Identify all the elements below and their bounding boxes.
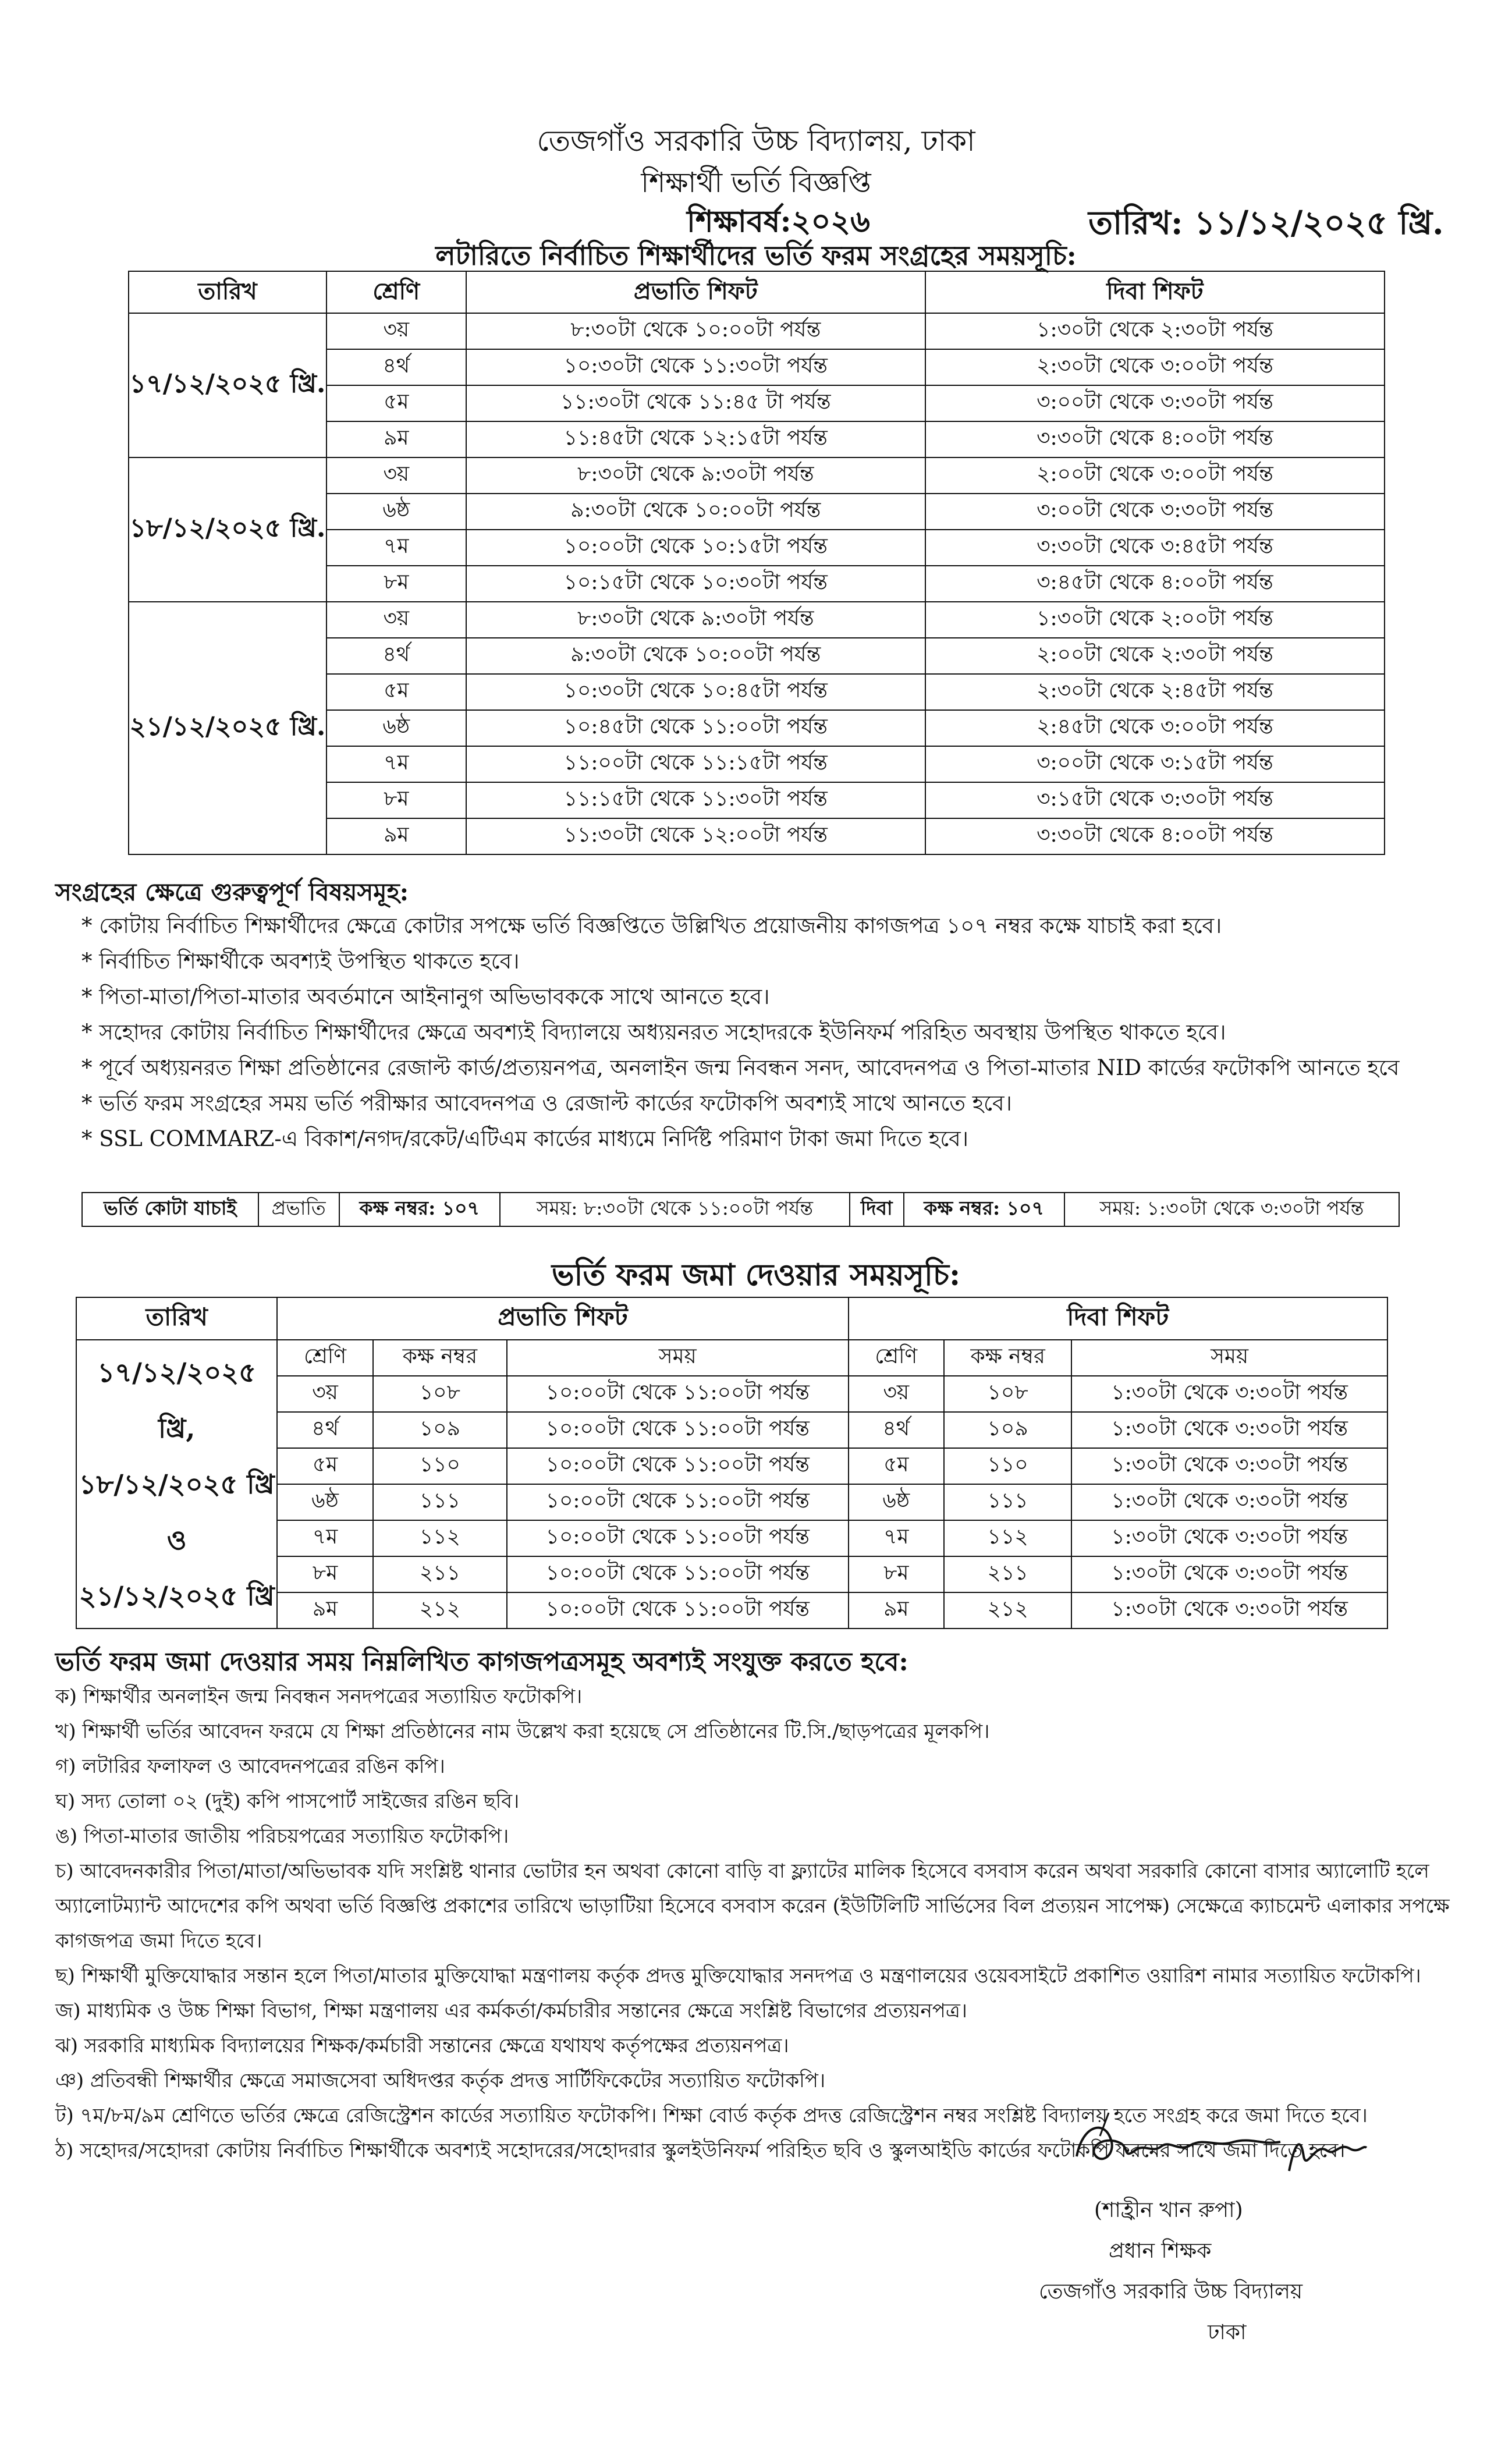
room-cell: ১১২ <box>944 1520 1071 1556</box>
class-cell: ৮ম <box>326 782 466 818</box>
required-documents-list <box>55 1679 1464 2168</box>
list-item: * সহোদর কোটায় নির্বাচিত শিক্ষার্থীদের ক্ষেত্রে অবশ্যই বিদ্যালয়ে অধ্যয়নরত সহোদরকে ইউনিফর্ম পরিহিত অবস্থায় উপস্থিত থাকতে হবে। <box>81 1014 1449 1050</box>
class-cell: ৯ম <box>326 818 466 854</box>
day-time-cell: ৩:০০টা থেকে ৩:৩০টা পর্যন্ত <box>925 385 1385 421</box>
list-item: গ) লটারির ফলাফল ও আবেদনপত্রের রঙিন কপি। <box>55 1755 445 1778</box>
morning-time-cell: ১১:১৫টা থেকে ১১:৩০টা পর্যন্ত <box>466 782 925 818</box>
morning-time-cell: ১০:৪৫টা থেকে ১১:০০টা পর্যন্ত <box>466 710 925 746</box>
table-row <box>129 313 1385 349</box>
quota-morning-time: সময়: ৮:৩০টা থেকে ১১:০০টা পর্যন্ত <box>500 1193 850 1226</box>
room-cell: ২১২ <box>373 1592 507 1629</box>
room-cell: ১১০ <box>373 1448 507 1484</box>
morning-time-cell: ১১:৩০টা থেকে ১২:০০টা পর্যন্ত <box>466 818 925 854</box>
time-cell: ১০:০০টা থেকে ১১:০০টা পর্যন্ত <box>507 1412 849 1448</box>
list-item: ঘ) সদ্য তোলা ০২ (দুই) কপি পাসপোর্ট সাইজের রঙিন ছবি। <box>55 1790 520 1813</box>
list-item: ঞ) প্রতিবন্ধী শিক্ষার্থীর ক্ষেত্রে সমাজসেবা অধিদপ্তর কর্তৃক প্রদত্ত সার্টিফিকেটের সত্যায়িত ফটোকপি। <box>55 2069 826 2092</box>
submission-schedule-table <box>76 1297 1388 1629</box>
list-item: ঝ) সরকারি মাধ্যমিক বিদ্যালয়ের শিক্ষক/কর্মচারী সন্তানের ক্ষেত্রে যথাযথ কর্তৃপক্ষের প্রত্যয়নপত্র। <box>55 2034 789 2057</box>
table-subheader-row <box>76 1340 1387 1376</box>
important-notes-title: সংগ্রহের ক্ষেত্রে গুরুত্বপূর্ণ বিষয়সমূহ: <box>55 878 409 906</box>
list-item: খ) শিক্ষার্থী ভর্তির আবেদন ফরমে যে শিক্ষা প্রতিষ্ঠানের নাম উল্লেখ করা হয়েছে সে প্রতিষ্ঠানের টি.সি./ছাড়পত্রের মূলকপি। <box>55 1720 990 1743</box>
class-cell: ৩য় <box>326 602 466 638</box>
time-cell: ১:৩০টা থেকে ৩:৩০টা পর্যন্ত <box>1071 1412 1387 1448</box>
class-cell: ৮ম <box>277 1556 372 1592</box>
signatory-city: ঢাকা <box>1208 2321 1247 2344</box>
day-time-cell: ৩:৩০টা থেকে ৪:০০টা পর্যন্ত <box>925 421 1385 457</box>
column-header: তারিখ <box>129 271 326 313</box>
time-cell: ১:৩০টা থেকে ৩:৩০টা পর্যন্ত <box>1071 1484 1387 1520</box>
class-cell: ৬ষ্ঠ <box>326 710 466 746</box>
day-time-cell: ১:৩০টা থেকে ২:০০টা পর্যন্ত <box>925 602 1385 638</box>
signatory-role: প্রধান শিক্ষক <box>1109 2239 1212 2263</box>
class-cell: ৮ম <box>326 566 466 602</box>
day-time-cell: ৩:৩০টা থেকে ৪:০০টা পর্যন্ত <box>925 818 1385 854</box>
required-documents-title: ভর্তি ফরম জমা দেওয়ার সময় নিম্নলিখিত কাগজপত্রসমূহ অবশ্যই সংযুক্ত করতে হবে: <box>55 1647 908 1677</box>
time-cell: ১:৩০টা থেকে ৩:৩০টা পর্যন্ত <box>1071 1448 1387 1484</box>
important-notes-list <box>81 908 1449 1156</box>
morning-time-cell: ৮:৩০টা থেকে ১০:০০টা পর্যন্ত <box>466 313 925 349</box>
day-time-cell: ২:৩০টা থেকে ২:৪৫টা পর্যন্ত <box>925 674 1385 710</box>
class-cell: ৪র্থ <box>277 1412 372 1448</box>
class-cell: ৮ম <box>849 1556 944 1592</box>
class-cell: ৩য় <box>326 457 466 494</box>
date-line: ২১/১২/২০২৫ খ্রি <box>79 1580 275 1612</box>
class-cell: ৩য় <box>849 1376 944 1412</box>
column-header: প্রভাতি শিফট <box>277 1297 848 1340</box>
handwritten-signature <box>1065 2101 1368 2183</box>
morning-time-cell: ১০:০০টা থেকে ১০:১৫টা পর্যন্ত <box>466 530 925 566</box>
column-header: কক্ষ নম্বর <box>944 1340 1071 1376</box>
date-cell: ১৮/১২/২০২৫ খ্রি. <box>129 457 326 602</box>
date-cell: ২১/১২/২০২৫ খ্রি. <box>129 602 326 854</box>
morning-time-cell: ১০:৩০টা থেকে ১১:৩০টা পর্যন্ত <box>466 349 925 385</box>
class-cell: ৬ষ্ঠ <box>849 1484 944 1520</box>
column-header: কক্ষ নম্বর <box>373 1340 507 1376</box>
column-header: সময় <box>507 1340 849 1376</box>
class-cell: ৯ম <box>277 1592 372 1629</box>
signatory-school: তেজগাঁও সরকারি উচ্চ বিদ্যালয় <box>1039 2280 1303 2304</box>
class-cell: ৪র্থ <box>326 638 466 674</box>
column-header: দিবা শিফট <box>925 271 1385 313</box>
room-cell: ১০৯ <box>373 1412 507 1448</box>
morning-time-cell: ১১:৪৫টা থেকে ১২:১৫টা পর্যন্ত <box>466 421 925 457</box>
list-item: * পিতা-মাতা/পিতা-মাতার অবর্তমানে আইনানুগ অভিভাবককে সাথে আনতে হবে। <box>81 979 1449 1014</box>
list-item: ক) শিক্ষার্থীর অনলাইন জন্ম নিবন্ধন সনদপত্রের সত্যায়িত ফটোকপি। <box>55 1685 583 1708</box>
signatory-name: (শাহ্রীন খান রুপা) <box>1094 2198 1243 2222</box>
day-time-cell: ২:০০টা থেকে ২:৩০টা পর্যন্ত <box>925 638 1385 674</box>
class-cell: ৩য় <box>326 313 466 349</box>
morning-time-cell: ৯:৩০টা থেকে ১০:০০টা পর্যন্ত <box>466 494 925 530</box>
day-time-cell: ৩:৩০টা থেকে ৩:৪৫টা পর্যন্ত <box>925 530 1385 566</box>
date-cell <box>76 1340 277 1629</box>
collection-schedule-heading: লটারিতে নির্বাচিত শিক্ষার্থীদের ভর্তি ফরম সংগ্রহের সময়সূচি: <box>435 240 1077 271</box>
morning-time-cell: ৮:৩০টা থেকে ৯:৩০টা পর্যন্ত <box>466 457 925 494</box>
time-cell: ১:৩০টা থেকে ৩:৩০টা পর্যন্ত <box>1071 1520 1387 1556</box>
list-item: ছ) শিক্ষার্থী মুক্তিযোদ্ধার সন্তান হলে পিতা/মাতার মুক্তিযোদ্ধা মন্ত্রণালয় কর্তৃক প্রদত্ত মুক্তিযোদ্ধার সনদপত্র ও মন্ত্রণালয়ের ওয়েবসাইটে প্রকাশিত ওয়ারিশ নামার সত্যায়িত ফটোকপি। <box>55 1964 1421 1988</box>
column-header: শ্রেণি <box>277 1340 372 1376</box>
day-time-cell: ৩:০০টা থেকে ৩:১৫টা পর্যন্ত <box>925 746 1385 782</box>
class-cell: ৭ম <box>326 530 466 566</box>
table-row <box>129 457 1385 494</box>
class-cell: ৪র্থ <box>849 1412 944 1448</box>
room-cell: ১০৮ <box>944 1376 1071 1412</box>
day-time-cell: ৩:০০টা থেকে ৩:৩০টা পর্যন্ত <box>925 494 1385 530</box>
day-time-cell: ২:৪৫টা থেকে ৩:০০টা পর্যন্ত <box>925 710 1385 746</box>
time-cell: ১০:০০টা থেকে ১১:০০টা পর্যন্ত <box>507 1592 849 1629</box>
column-header: সময় <box>1071 1340 1387 1376</box>
time-cell: ১০:০০টা থেকে ১১:০০টা পর্যন্ত <box>507 1556 849 1592</box>
class-cell: ৪র্থ <box>326 349 466 385</box>
quota-verification-table <box>81 1192 1400 1227</box>
column-header: শ্রেণি <box>849 1340 944 1376</box>
room-cell: ২১১ <box>944 1556 1071 1592</box>
submission-schedule-heading: ভর্তি ফরম জমা দেওয়ার সময়সূচি: <box>551 1257 961 1293</box>
column-header: শ্রেণি <box>326 271 466 313</box>
time-cell: ১:৩০টা থেকে ৩:৩০টা পর্যন্ত <box>1071 1376 1387 1412</box>
room-cell: ১১১ <box>373 1484 507 1520</box>
quota-day-time: সময়: ১:৩০টা থেকে ৩:৩০টা পর্যন্ত <box>1064 1193 1399 1226</box>
class-cell: ৯ম <box>326 421 466 457</box>
issue-date: তারিখ: ১১/১২/২০২৫ খ্রি. <box>1088 204 1444 242</box>
column-header: তারিখ <box>76 1297 277 1340</box>
session-year: শিক্ষাবর্ষ:২০২৬ <box>687 204 870 239</box>
time-cell: ১:৩০টা থেকে ৩:৩০টা পর্যন্ত <box>1071 1592 1387 1629</box>
quota-morning-shift: প্রভাতি <box>258 1193 339 1226</box>
class-cell: ৫ম <box>326 385 466 421</box>
room-cell: ১০৮ <box>373 1376 507 1412</box>
table-row <box>82 1193 1399 1226</box>
class-cell: ৭ম <box>849 1520 944 1556</box>
school-name: তেজগাঁও সরকারি উচ্চ বিদ্যালয়, ঢাকা <box>537 124 975 158</box>
class-cell: ৫ম <box>849 1448 944 1484</box>
morning-time-cell: ১১:৩০টা থেকে ১১:৪৫ টা পর্যন্ত <box>466 385 925 421</box>
room-cell: ২১২ <box>944 1592 1071 1629</box>
class-cell: ৭ম <box>277 1520 372 1556</box>
room-cell: ১০৯ <box>944 1412 1071 1448</box>
table-header-row <box>76 1297 1387 1340</box>
column-header: দিবা শিফট <box>849 1297 1387 1340</box>
collection-schedule-table <box>128 271 1385 855</box>
notice-title: শিক্ষার্থী ভর্তি বিজ্ঞপ্তি <box>641 166 871 199</box>
list-item: * পূর্বে অধ্যয়নরত শিক্ষা প্রতিষ্ঠানের রেজাল্ট কার্ড/প্রত্যয়নপত্র, অনলাইন জন্ম নিবন্ধন সনদ, আবেদনপত্র ও পিতা-মাতার NID কার্ডের ফটোকপি আনতে হবে <box>81 1050 1449 1085</box>
room-cell: ২১১ <box>373 1556 507 1592</box>
room-cell: ১১২ <box>373 1520 507 1556</box>
date-cell: ১৭/১২/২০২৫ খ্রি. <box>129 313 326 457</box>
class-cell: ৭ম <box>326 746 466 782</box>
date-line: ও <box>166 1524 187 1556</box>
morning-time-cell: ১০:১৫টা থেকে ১০:৩০টা পর্যন্ত <box>466 566 925 602</box>
morning-time-cell: ১১:০০টা থেকে ১১:১৫টা পর্যন্ত <box>466 746 925 782</box>
column-header: প্রভাতি শিফট <box>466 271 925 313</box>
day-time-cell: ২:৩০টা থেকে ৩:০০টা পর্যন্ত <box>925 349 1385 385</box>
morning-time-cell: ১০:৩০টা থেকে ১০:৪৫টা পর্যন্ত <box>466 674 925 710</box>
time-cell: ১:৩০টা থেকে ৩:৩০টা পর্যন্ত <box>1071 1556 1387 1592</box>
quota-day-room: কক্ষ নম্বর: ১০৭ <box>904 1193 1064 1226</box>
list-item: * কোটায় নির্বাচিত শিক্ষার্থীদের ক্ষেত্রে কোটার সপক্ষে ভর্তি বিজ্ঞপ্তিতে উল্লিখিত প্রয়োজনীয় কাগজপত্র ১০৭ নম্বর কক্ষে যাচাই করা হবে। <box>81 908 1449 943</box>
room-cell: ১১০ <box>944 1448 1071 1484</box>
list-item: ট) ৭ম/৮ম/৯ম শ্রেণিতে ভর্তির ক্ষেত্রে রেজিস্ট্রেশন কার্ডের সত্যায়িত ফটোকপি। শিক্ষা বোর্ড কর্তৃক প্রদত্ত রেজিস্ট্রেশন নম্বর সংশ্লিষ্ট বিদ্যালয় হতে সংগ্রহ করে জমা দিতে হবে। <box>55 2104 1368 2127</box>
quota-morning-room: কক্ষ নম্বর: ১০৭ <box>339 1193 500 1226</box>
list-item: * ভর্তি ফরম সংগ্রহের সময় ভর্তি পরীক্ষার আবেদনপত্র ও রেজাল্ট কার্ডের ফটোকপি অবশ্যই সাথে আনতে হবে। <box>81 1085 1449 1121</box>
class-cell: ৯ম <box>849 1592 944 1629</box>
day-time-cell: ৩:১৫টা থেকে ৩:৩০টা পর্যন্ত <box>925 782 1385 818</box>
class-cell: ৬ষ্ঠ <box>326 494 466 530</box>
morning-time-cell: ৯:৩০টা থেকে ১০:০০টা পর্যন্ত <box>466 638 925 674</box>
time-cell: ১০:০০টা থেকে ১১:০০টা পর্যন্ত <box>507 1448 849 1484</box>
day-time-cell: ২:০০টা থেকে ৩:০০টা পর্যন্ত <box>925 457 1385 494</box>
quota-label: ভর্তি কোটা যাচাই <box>82 1193 258 1226</box>
room-cell: ১১১ <box>944 1484 1071 1520</box>
table-row <box>129 602 1385 638</box>
class-cell: ৫ম <box>326 674 466 710</box>
list-item: * SSL COMMARZ-এ বিকাশ/নগদ/রকেট/এটিএম কার্ডের মাধ্যমে নির্দিষ্ট পরিমাণ টাকা জমা দিতে হবে। <box>81 1121 1449 1156</box>
morning-time-cell: ৮:৩০টা থেকে ৯:৩০টা পর্যন্ত <box>466 602 925 638</box>
time-cell: ১০:০০টা থেকে ১১:০০টা পর্যন্ত <box>507 1484 849 1520</box>
list-item: ঙ) পিতা-মাতার জাতীয় পরিচয়পত্রের সত্যায়িত ফটোকপি। <box>55 1825 509 1848</box>
table-header-row <box>129 271 1385 313</box>
class-cell: ৩য় <box>277 1376 372 1412</box>
quota-day-shift: দিবা <box>850 1193 904 1226</box>
class-cell: ৬ষ্ঠ <box>277 1484 372 1520</box>
date-line: ১৮/১২/২০২৫ খ্রি <box>79 1468 275 1500</box>
list-item: * নির্বাচিত শিক্ষার্থীকে অবশ্যই উপস্থিত থাকতে হবে। <box>81 943 1449 979</box>
day-time-cell: ১:৩০টা থেকে ২:৩০টা পর্যন্ত <box>925 313 1385 349</box>
time-cell: ১০:০০টা থেকে ১১:০০টা পর্যন্ত <box>507 1376 849 1412</box>
list-item: চ) আবেদনকারীর পিতা/মাতা/অভিভাবক যদি সংশ্লিষ্ট থানার ভোটার হন অথবা কোনো বাড়ি বা ফ্ল্যাটের মালিক হিসেবে বসবাস করেন অথবা সরকারি কোনো বাসার অ্যালোটি হলে অ্যালোটম্যান্ট আদেশের কপি অথবা ভর্তি বিজ্ঞপ্তি প্রকাশের তারিখে ভাড়াটিয়া হিসেবে বসবাস করেন (ইউটিলিটি সার্ভিসের বিল প্রত্যয়ন সাপেক্ষ) সেক্ষেত্রে ক্যাচমেন্ট এলাকার সপক্ষে কাগজপত্র জমা দিতে হবে। <box>55 1860 1450 1953</box>
list-item: ঠ) সহোদর/সহোদরা কোটায় নির্বাচিত শিক্ষার্থীকে অবশ্যই সহোদরের/সহোদরার স্কুলইউনিফর্ম পরিহিত ছবি ও স্কুলআইডি কার্ডের ফটোকপি ফরমের সাথে জমা দিতে হবে। <box>55 2139 1346 2162</box>
day-time-cell: ৩:৪৫টা থেকে ৪:০০টা পর্যন্ত <box>925 566 1385 602</box>
date-line: ১৭/১২/২০২৫ খ্রি, <box>97 1357 257 1444</box>
time-cell: ১০:০০টা থেকে ১১:০০টা পর্যন্ত <box>507 1520 849 1556</box>
class-cell: ৫ম <box>277 1448 372 1484</box>
list-item: জ) মাধ্যমিক ও উচ্চ শিক্ষা বিভাগ, শিক্ষা মন্ত্রণালয় এর কর্মকর্তা/কর্মচারীর সন্তানের ক্ষেত্রে সংশ্লিষ্ট বিভাগের প্রত্যয়নপত্র। <box>55 1999 967 2023</box>
